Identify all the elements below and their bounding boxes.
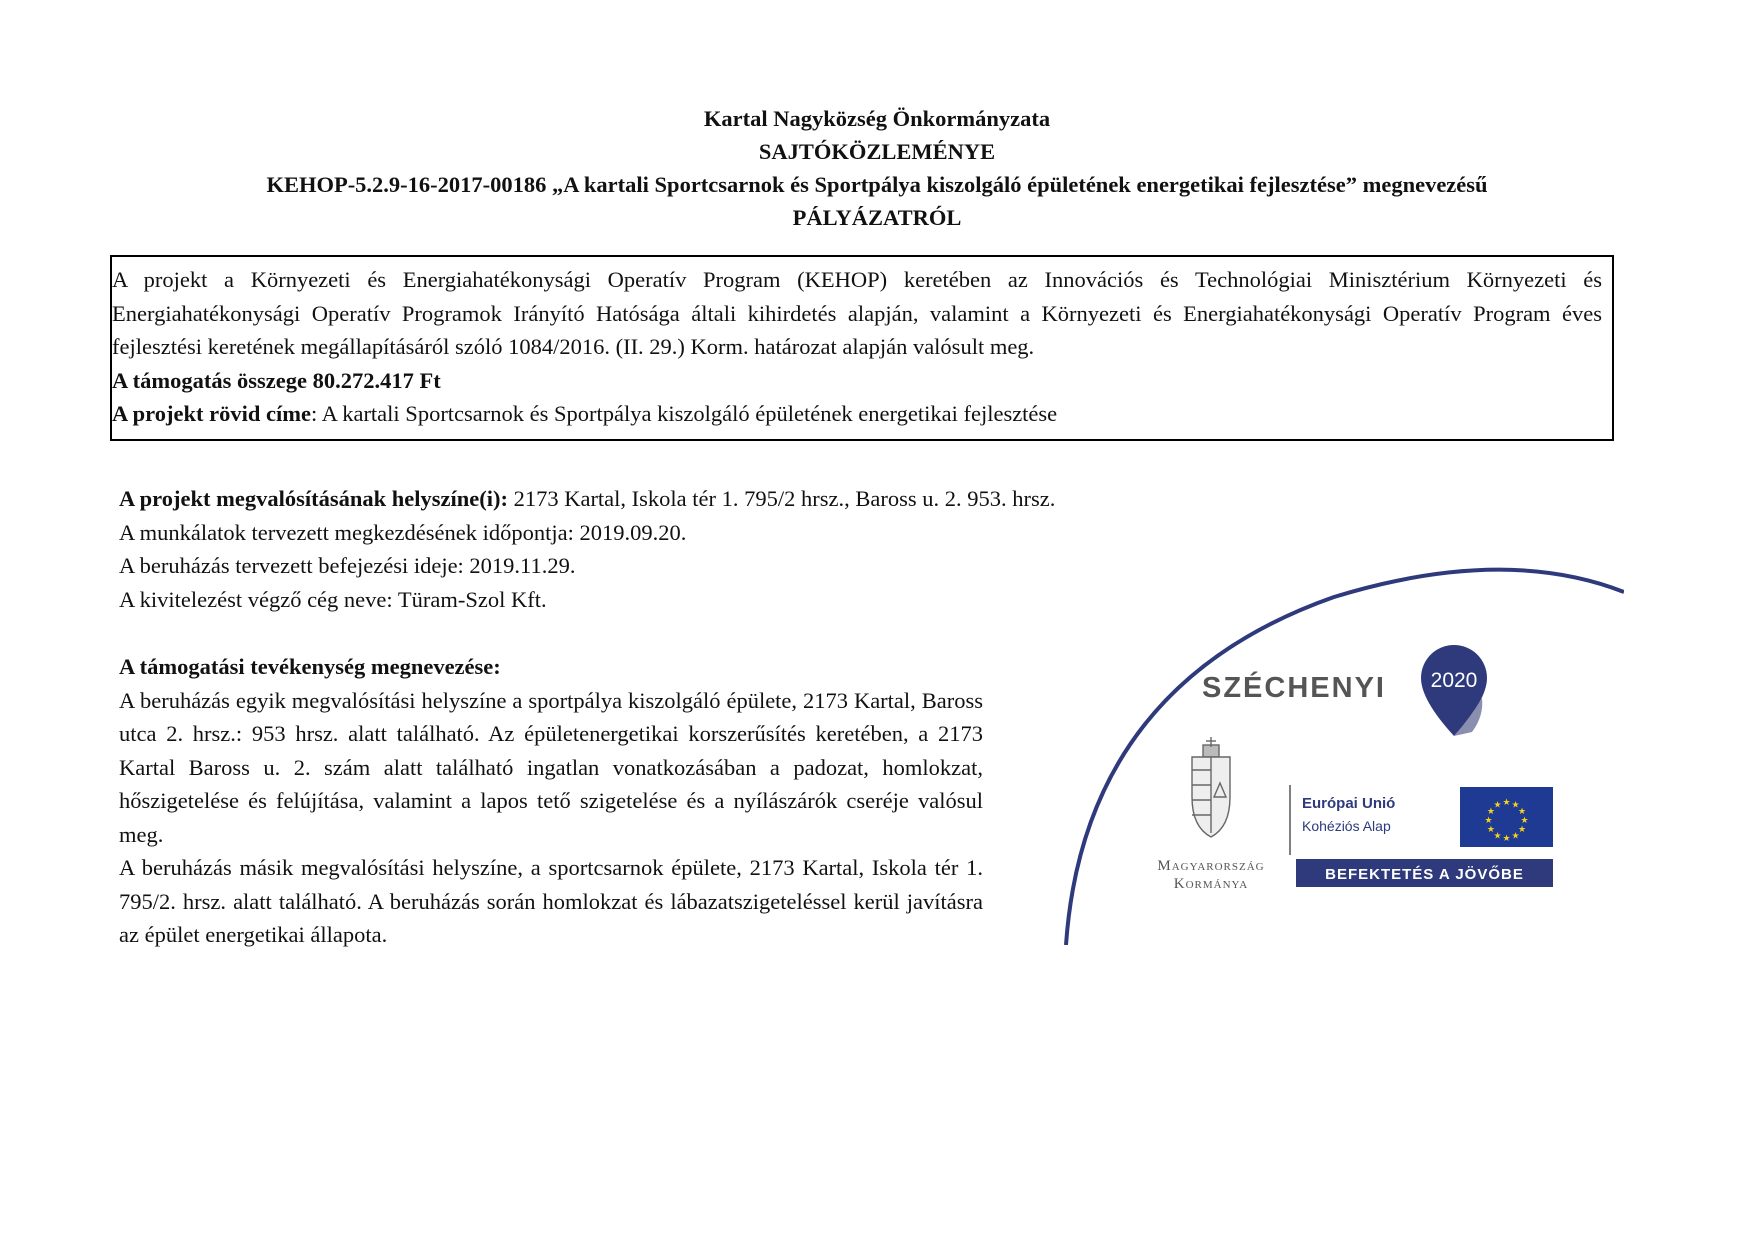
svg-text:★: ★ bbox=[1518, 825, 1527, 835]
svg-text:★: ★ bbox=[1520, 816, 1529, 826]
government-line-2: Kormánya bbox=[1173, 876, 1249, 892]
activity-paragraph-1: A beruházás egyik megvalósítási helyszíne a sportpálya kiszolgáló épülete, 2173 Kartal, Baross utca 2. hrsz.: 953 hrsz. alatt található. Az épületenergetikai korszerűsítés keretében, a 2173 Kartal Baross u. 2. szám alatt található ingatlan vonatkozásában a padozat, homlokzat, hőszigetelése és felújítása, valamint a lapos tető szigetelése és a nyílászárók cseréje valósul meg. bbox=[119, 687, 983, 847]
slogan-text: BEFEKTETÉS A JÖVŐBE bbox=[1325, 866, 1524, 883]
location-label: A projekt megvalósításának helyszíne(i): bbox=[119, 486, 508, 511]
activity-paragraph-2: A beruházás másik megvalósítási helyszíne, a sportcsarnok épülete, 2173 Kartal, Iskola tér 1. 795/2. hrsz. alatt található. A beruházás során homlokzat és lábazatszigeteléssel kerül javításra az épület energetikai állapota. bbox=[119, 855, 983, 947]
svg-text:★: ★ bbox=[1502, 834, 1511, 844]
svg-text:★: ★ bbox=[1511, 800, 1520, 811]
year-label: 2020 bbox=[1430, 669, 1478, 692]
eu-line-2: Kohéziós Alap bbox=[1302, 818, 1391, 834]
svg-text:★: ★ bbox=[1484, 816, 1493, 826]
svg-text:★: ★ bbox=[1486, 807, 1495, 817]
short-title-value: : A kartali Sportcsarnok és Sportpálya kiszolgáló épületének energetikai fejlesztése bbox=[310, 401, 1058, 426]
activity-title: A támogatási tevékenység megnevezése: bbox=[119, 654, 501, 679]
program-intro: A projekt a Környezeti és Energiahatékonysági Operatív Program (KEHOP) keretében az Innovációs és Technológiai Minisztérium Környezeti és Energiahatékonysági Operatív Programok Irányító Hatósága általi kihirdetés alapján, valamint a Környezeti és Energiahatékonysági Operatív Program éves fejlesztési keretének megállapításáról szóló 1084/2016. (II. 29.) Korm. határozat alapján valósult meg. bbox=[112, 267, 1602, 359]
press-release-header bbox=[0, 102, 1754, 234]
planned-end: A beruházás tervezett befejezési ideje: 2019.11.29. bbox=[119, 553, 576, 578]
press-release-title: SAJTÓKÖZLEMÉNYE bbox=[758, 139, 996, 164]
project-location bbox=[119, 482, 1219, 516]
svg-text:★: ★ bbox=[1493, 800, 1502, 811]
project-short-title bbox=[112, 397, 1612, 431]
szechenyi-wordmark: SZÉCHENYI bbox=[1202, 672, 1386, 704]
svg-text:★: ★ bbox=[1493, 831, 1502, 842]
application-label: PÁLYÁZATRÓL bbox=[792, 205, 962, 230]
svg-text:★: ★ bbox=[1518, 807, 1527, 817]
svg-text:★: ★ bbox=[1511, 831, 1520, 842]
svg-text:★: ★ bbox=[1486, 825, 1495, 835]
location-value: 2173 Kartal, Iskola tér 1. 795/2 hrsz., Baross u. 2. 953. hrsz. bbox=[507, 486, 1056, 511]
eu-flag-icon bbox=[1460, 787, 1553, 847]
svg-text:★: ★ bbox=[1502, 798, 1511, 808]
support-amount: A támogatás összege 80.272.417 Ft bbox=[112, 367, 441, 393]
government-line-1: Magyarország bbox=[1157, 858, 1265, 874]
municipality-name: Kartal Nagyközség Önkormányzata bbox=[703, 106, 1051, 131]
hungarian-coat-of-arms-icon bbox=[1192, 737, 1230, 837]
szechenyi-2020-logo bbox=[1004, 535, 1624, 945]
contractor: A kivitelezést végző cég neve: Türam-Szol Kft. bbox=[119, 586, 547, 612]
short-title-label: A projekt rövid címe bbox=[112, 401, 311, 426]
logo-arc bbox=[1066, 570, 1624, 945]
planned-start: A munkálatok tervezett megkezdésének időpontja: 2019.09.20. bbox=[119, 519, 687, 545]
eu-line-1: Európai Unió bbox=[1302, 795, 1396, 812]
project-info-box bbox=[110, 255, 1614, 441]
project-code-title: KEHOP-5.2.9-16-2017-00186 „A kartali Sportcsarnok és Sportpálya kiszolgáló épületének energetikai fejlesztése” megnevezésű bbox=[266, 172, 1488, 197]
location-pin-icon bbox=[1421, 645, 1487, 736]
supported-activity bbox=[119, 650, 983, 952]
